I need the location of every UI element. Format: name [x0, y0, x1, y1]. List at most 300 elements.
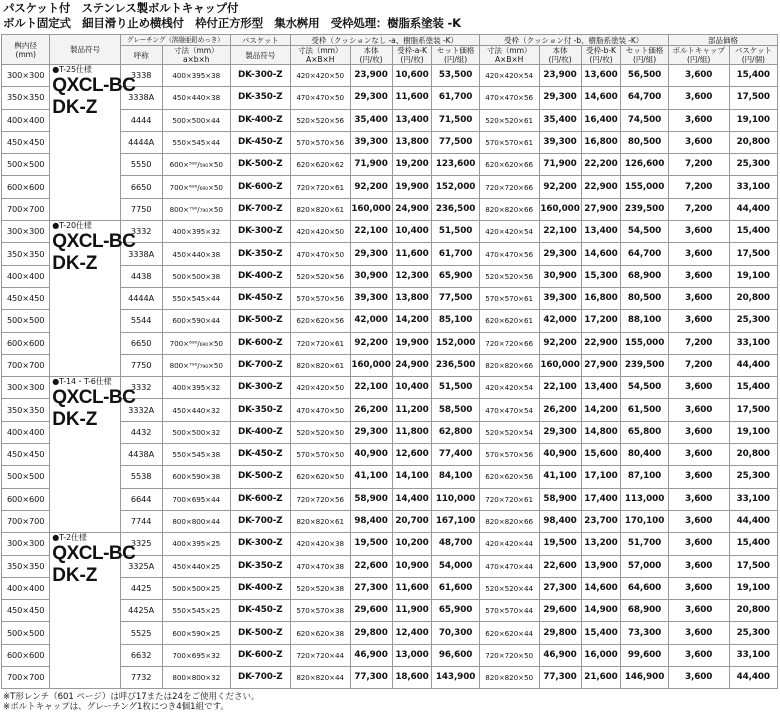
product-code-line2: DK-Z — [52, 409, 98, 431]
bolt-cap-price-cell: 3,600 — [668, 533, 729, 555]
frame-a-price-cell: 13,800 — [392, 287, 432, 309]
bolt-cap-price-cell: 3,600 — [668, 243, 729, 265]
frame-b-dim-cell: 520×520×56 — [479, 265, 539, 287]
basket-code-cell: DK-300-Z — [230, 65, 290, 87]
body-b-cell: 29,300 — [539, 87, 581, 109]
basket-code-cell: DK-700-Z — [230, 510, 290, 532]
basket-price-cell: 15,400 — [729, 377, 777, 399]
frame-a-dim-cell: 520×520×38 — [290, 577, 350, 599]
body-a-cell: 22,100 — [350, 221, 392, 243]
col-basket: バスケット — [230, 35, 290, 46]
body-a-cell: 29,300 — [350, 421, 392, 443]
frame-a-dim-cell: 470×470×50 — [290, 243, 350, 265]
bolt-cap-price-cell: 7,200 — [668, 176, 729, 198]
product-code-cell — [50, 65, 136, 221]
spec-label: ●T-20仕様 — [52, 221, 92, 231]
frame-a-dim-cell: 570×570×56 — [290, 287, 350, 309]
body-a-cell: 35,400 — [350, 109, 392, 131]
basket-code-cell: DK-500-Z — [230, 622, 290, 644]
grating-nominal-cell: 6650 — [120, 176, 162, 198]
masu-cell: 450×450 — [2, 287, 50, 309]
body-a-cell: 23,900 — [350, 65, 392, 87]
col-masu: 桝内径 (mm) — [2, 35, 50, 65]
set-b-price-cell: 68,900 — [621, 600, 668, 622]
frame-b-dim-cell: 420×420×54 — [479, 65, 539, 87]
frame-a-dim-cell: 470×470×38 — [290, 555, 350, 577]
frame-b-dim-cell: 820×820×66 — [479, 198, 539, 220]
masu-cell: 300×300 — [2, 377, 50, 399]
set-a-price-cell: 54,000 — [432, 555, 479, 577]
set-b-price-cell: 57,000 — [621, 555, 668, 577]
body-b-cell: 41,100 — [539, 466, 581, 488]
grating-dim-cell: 450×440×32 — [162, 399, 230, 421]
grating-dim-cell: 400×395×38 — [162, 65, 230, 87]
frame-b-price-cell: 15,300 — [581, 265, 621, 287]
body-a-cell: 77,300 — [350, 667, 392, 689]
grating-nominal-cell: 5550 — [120, 154, 162, 176]
basket-price-cell: 33,100 — [729, 332, 777, 354]
set-a-price-cell: 58,500 — [432, 399, 479, 421]
basket-price-cell: 15,400 — [729, 533, 777, 555]
set-b-price-cell: 64,600 — [621, 577, 668, 599]
grating-dim-cell: 500×500×25 — [162, 577, 230, 599]
frame-a-price-cell: 11,600 — [392, 243, 432, 265]
grating-nominal-cell: 3338 — [120, 65, 162, 87]
frame-a-dim-cell: 420×420×50 — [290, 221, 350, 243]
grating-nominal-cell: 3338A — [120, 243, 162, 265]
basket-code-cell: DK-400-Z — [230, 421, 290, 443]
col-frame-b: 受枠（クッション付 -b、樹脂系塗装 -K） — [479, 35, 668, 46]
basket-price-cell: 15,400 — [729, 221, 777, 243]
set-b-price-cell: 146,900 — [621, 667, 668, 689]
basket-code-cell: DK-400-Z — [230, 265, 290, 287]
body-a-cell: 22,600 — [350, 555, 392, 577]
grating-dim-cell: 450×440×38 — [162, 243, 230, 265]
frame-b-dim-cell: 420×420×44 — [479, 533, 539, 555]
body-a-cell: 71,900 — [350, 154, 392, 176]
frame-b-dim-cell: 470×470×56 — [479, 243, 539, 265]
basket-code-cell: DK-450-Z — [230, 287, 290, 309]
product-code-cell — [50, 221, 136, 377]
product-code-line1: QXCL-BC — [52, 231, 136, 253]
basket-code-cell: DK-350-Z — [230, 87, 290, 109]
masu-cell: 600×600 — [2, 176, 50, 198]
basket-code-cell: DK-350-Z — [230, 243, 290, 265]
set-a-price-cell: 167,100 — [432, 510, 479, 532]
masu-cell: 350×350 — [2, 399, 50, 421]
set-a-price-cell: 96,600 — [432, 644, 479, 666]
frame-a-price-cell: 14,100 — [392, 466, 432, 488]
bolt-cap-price-cell: 3,600 — [668, 87, 729, 109]
set-a-price-cell: 71,500 — [432, 109, 479, 131]
grating-nominal-cell: 3332A — [120, 399, 162, 421]
set-a-price-cell: 77,400 — [432, 444, 479, 466]
grating-dim-cell: 550×545×25 — [162, 600, 230, 622]
grating-nominal-cell: 7750 — [120, 198, 162, 220]
basket-code-cell: DK-700-Z — [230, 354, 290, 376]
body-b-cell: 160,000 — [539, 354, 581, 376]
frame-b-dim-cell: 620×620×56 — [479, 466, 539, 488]
masu-cell: 450×450 — [2, 600, 50, 622]
set-a-price-cell: 236,500 — [432, 354, 479, 376]
frame-a-dim-cell: 820×820×44 — [290, 667, 350, 689]
bolt-cap-price-cell: 3,600 — [668, 421, 729, 443]
basket-code-cell: DK-600-Z — [230, 176, 290, 198]
table-body — [2, 65, 778, 689]
frame-a-dim-cell: 470×470×50 — [290, 87, 350, 109]
basket-code-cell: DK-450-Z — [230, 131, 290, 153]
grating-nominal-cell: 6650 — [120, 332, 162, 354]
basket-code-cell: DK-600-Z — [230, 644, 290, 666]
frame-b-dim-cell: 570×570×61 — [479, 287, 539, 309]
set-b-price-cell: 51,700 — [621, 533, 668, 555]
set-b-price-cell: 80,500 — [621, 131, 668, 153]
basket-price-cell: 17,500 — [729, 555, 777, 577]
basket-code-cell: DK-400-Z — [230, 577, 290, 599]
header — [0, 0, 780, 34]
col-body-a: 本体 (円/枚) — [350, 46, 392, 65]
masu-cell: 300×300 — [2, 533, 50, 555]
frame-a-price-cell: 19,900 — [392, 176, 432, 198]
set-a-price-cell: 51,500 — [432, 377, 479, 399]
basket-price-cell: 25,300 — [729, 154, 777, 176]
basket-code-cell: DK-450-Z — [230, 444, 290, 466]
basket-price-cell: 25,300 — [729, 466, 777, 488]
set-a-price-cell: 77,500 — [432, 287, 479, 309]
frame-a-price-cell: 11,800 — [392, 421, 432, 443]
masu-cell: 350×350 — [2, 87, 50, 109]
masu-cell: 500×500 — [2, 622, 50, 644]
product-code-line2: DK-Z — [52, 97, 98, 118]
basket-price-cell: 25,300 — [729, 622, 777, 644]
basket-code-cell: DK-700-Z — [230, 667, 290, 689]
frame-a-price-cell: 12,300 — [392, 265, 432, 287]
grating-nominal-cell: 5544 — [120, 310, 162, 332]
masu-cell: 450×450 — [2, 444, 50, 466]
body-b-cell: 22,100 — [539, 221, 581, 243]
frame-b-dim-cell: 520×520×54 — [479, 421, 539, 443]
body-a-cell: 26,200 — [350, 399, 392, 421]
set-b-price-cell: 54,500 — [621, 221, 668, 243]
product-code-line1: QXCL-BC — [52, 543, 136, 565]
basket-price-cell: 44,400 — [729, 198, 777, 220]
body-a-cell: 46,900 — [350, 644, 392, 666]
spec-label: ●T-14・T-6仕様 — [52, 377, 112, 387]
grating-dim-cell: 800×⁷⁹⁰/₇₉₀×50 — [162, 354, 230, 376]
basket-price-cell: 33,100 — [729, 176, 777, 198]
set-a-price-cell: 85,100 — [432, 310, 479, 332]
frame-b-price-cell: 13,200 — [581, 533, 621, 555]
body-b-cell: 23,900 — [539, 65, 581, 87]
basket-code-cell: DK-400-Z — [230, 109, 290, 131]
spec-label: ●T-2仕様 — [52, 533, 87, 543]
frame-b-dim-cell: 720×720×66 — [479, 176, 539, 198]
frame-b-price-cell: 16,400 — [581, 109, 621, 131]
frame-a-price-cell: 10,200 — [392, 533, 432, 555]
grating-nominal-cell: 3332 — [120, 377, 162, 399]
set-b-price-cell: 64,700 — [621, 243, 668, 265]
product-code-line1: QXCL-BC — [52, 387, 136, 409]
frame-b-dim-cell: 470×470×56 — [479, 87, 539, 109]
set-b-price-cell: 113,000 — [621, 488, 668, 510]
bolt-cap-price-cell: 3,600 — [668, 667, 729, 689]
frame-a-dim-cell: 420×420×50 — [290, 65, 350, 87]
basket-code-cell: DK-450-Z — [230, 600, 290, 622]
grating-dim-cell: 500×500×32 — [162, 421, 230, 443]
masu-cell: 700×700 — [2, 510, 50, 532]
frame-b-dim-cell: 470×470×44 — [479, 555, 539, 577]
set-a-price-cell: 65,900 — [432, 265, 479, 287]
frame-b-dim-cell: 720×720×61 — [479, 488, 539, 510]
frame-a-dim-cell: 820×820×61 — [290, 354, 350, 376]
bolt-cap-price-cell: 7,200 — [668, 154, 729, 176]
frame-a-price-cell: 14,400 — [392, 488, 432, 510]
body-b-cell: 77,300 — [539, 667, 581, 689]
frame-a-price-cell: 10,900 — [392, 555, 432, 577]
notes — [0, 689, 780, 712]
masu-cell: 600×600 — [2, 332, 50, 354]
set-a-price-cell: 62,800 — [432, 421, 479, 443]
basket-price-cell: 19,100 — [729, 265, 777, 287]
set-b-price-cell: 74,500 — [621, 109, 668, 131]
body-b-cell: 26,200 — [539, 399, 581, 421]
frame-b-dim-cell: 720×720×66 — [479, 332, 539, 354]
frame-a-dim-cell: 720×720×61 — [290, 176, 350, 198]
basket-code-cell: DK-700-Z — [230, 198, 290, 220]
frame-b-price-cell: 14,600 — [581, 243, 621, 265]
frame-b-dim-cell: 420×420×54 — [479, 221, 539, 243]
body-a-cell: 22,100 — [350, 377, 392, 399]
basket-price-cell: 17,500 — [729, 87, 777, 109]
frame-a-price-cell: 11,600 — [392, 577, 432, 599]
product-code-cell — [50, 533, 136, 689]
basket-code-cell: DK-350-Z — [230, 399, 290, 421]
col-frame-a: 受枠（クッションなし -a、樹脂系塗装 -K） — [290, 35, 479, 46]
set-a-price-cell: 53,500 — [432, 65, 479, 87]
table-row — [2, 533, 778, 555]
set-b-price-cell: 80,400 — [621, 444, 668, 466]
basket-code-cell: DK-600-Z — [230, 332, 290, 354]
frame-a-price-cell: 20,700 — [392, 510, 432, 532]
set-b-price-cell: 68,900 — [621, 265, 668, 287]
frame-a-price-cell: 10,400 — [392, 377, 432, 399]
frame-b-price-cell: 22,900 — [581, 176, 621, 198]
set-b-price-cell: 87,100 — [621, 466, 668, 488]
grating-nominal-cell: 6632 — [120, 644, 162, 666]
body-b-cell: 29,800 — [539, 622, 581, 644]
basket-code-cell: DK-600-Z — [230, 488, 290, 510]
body-a-cell: 29,300 — [350, 243, 392, 265]
frame-b-price-cell: 13,900 — [581, 555, 621, 577]
frame-a-dim-cell: 720×720×44 — [290, 644, 350, 666]
bolt-cap-price-cell: 3,600 — [668, 109, 729, 131]
grating-dim-cell: 600×⁵⁹⁰/₅₉₀×50 — [162, 154, 230, 176]
set-b-price-cell: 54,500 — [621, 377, 668, 399]
set-a-price-cell: 51,500 — [432, 221, 479, 243]
basket-price-cell: 20,800 — [729, 131, 777, 153]
frame-a-dim-cell: 620×620×50 — [290, 466, 350, 488]
grating-nominal-cell: 3332 — [120, 221, 162, 243]
set-a-price-cell: 65,900 — [432, 600, 479, 622]
grating-dim-cell: 400×395×25 — [162, 533, 230, 555]
bolt-cap-price-cell: 7,200 — [668, 354, 729, 376]
col-grating-dim: 寸法（mm） a×b×h — [162, 46, 230, 65]
frame-b-price-cell: 21,600 — [581, 667, 621, 689]
spec-label: ●T-25仕様 — [52, 65, 92, 74]
body-b-cell: 160,000 — [539, 198, 581, 220]
masu-cell: 700×700 — [2, 198, 50, 220]
frame-a-price-cell: 19,900 — [392, 332, 432, 354]
basket-code-cell: DK-300-Z — [230, 377, 290, 399]
bolt-cap-price-cell: 3,600 — [668, 399, 729, 421]
bolt-cap-price-cell: 3,600 — [668, 644, 729, 666]
bolt-cap-price-cell: 3,600 — [668, 377, 729, 399]
frame-a-price-cell: 12,600 — [392, 444, 432, 466]
body-b-cell: 30,900 — [539, 265, 581, 287]
set-a-price-cell: 84,100 — [432, 466, 479, 488]
masu-cell: 700×700 — [2, 667, 50, 689]
basket-price-cell: 44,400 — [729, 667, 777, 689]
set-a-price-cell: 48,700 — [432, 533, 479, 555]
bolt-cap-price-cell: 3,600 — [668, 65, 729, 87]
grating-dim-cell: 600×590×38 — [162, 466, 230, 488]
basket-price-cell: 17,500 — [729, 399, 777, 421]
frame-a-dim-cell: 420×420×38 — [290, 533, 350, 555]
body-a-cell: 92,200 — [350, 176, 392, 198]
body-a-cell: 160,000 — [350, 354, 392, 376]
grating-nominal-cell: 7744 — [120, 510, 162, 532]
grating-nominal-cell: 3325 — [120, 533, 162, 555]
frame-b-price-cell: 13,400 — [581, 377, 621, 399]
frame-b-price-cell: 17,400 — [581, 488, 621, 510]
frame-b-price-cell: 14,600 — [581, 577, 621, 599]
frame-b-dim-cell: 620×620×66 — [479, 154, 539, 176]
frame-a-price-cell: 10,400 — [392, 221, 432, 243]
body-a-cell: 41,100 — [350, 466, 392, 488]
basket-price-cell: 33,100 — [729, 644, 777, 666]
col-parts: 部品価格 — [668, 35, 777, 46]
bolt-cap-price-cell: 3,600 — [668, 600, 729, 622]
grating-dim-cell: 800×800×44 — [162, 510, 230, 532]
masu-cell: 450×450 — [2, 131, 50, 153]
set-b-price-cell: 126,600 — [621, 154, 668, 176]
frame-a-dim-cell: 620×620×56 — [290, 310, 350, 332]
frame-b-price-cell: 14,800 — [581, 421, 621, 443]
bolt-cap-price-cell: 3,600 — [668, 510, 729, 532]
col-set-b: セット価格 (円/組) — [621, 46, 668, 65]
frame-a-price-cell: 24,900 — [392, 198, 432, 220]
body-a-cell: 92,200 — [350, 332, 392, 354]
grating-dim-cell: 700×695×32 — [162, 644, 230, 666]
bolt-cap-price-cell: 3,600 — [668, 287, 729, 309]
frame-b-dim-cell: 620×620×61 — [479, 310, 539, 332]
grating-dim-cell: 700×695×44 — [162, 488, 230, 510]
col-set-a: セット価格 (円/組) — [432, 46, 479, 65]
body-a-cell: 40,900 — [350, 444, 392, 466]
bolt-cap-price-cell: 3,600 — [668, 466, 729, 488]
frame-b-price-cell: 17,200 — [581, 310, 621, 332]
grating-nominal-cell: 4425A — [120, 600, 162, 622]
basket-price-cell: 20,800 — [729, 600, 777, 622]
price-table — [1, 34, 778, 689]
grating-dim-cell: 600×590×25 — [162, 622, 230, 644]
body-b-cell: 92,200 — [539, 332, 581, 354]
basket-price-cell: 44,400 — [729, 354, 777, 376]
col-dim-a: 寸法（mm） A×B×H — [290, 46, 350, 65]
body-a-cell: 58,900 — [350, 488, 392, 510]
basket-code-cell: DK-300-Z — [230, 221, 290, 243]
basket-price-cell: 33,100 — [729, 488, 777, 510]
set-b-price-cell: 155,000 — [621, 332, 668, 354]
basket-price-cell: 15,400 — [729, 65, 777, 87]
frame-b-price-cell: 16,800 — [581, 287, 621, 309]
frame-a-price-cell: 13,800 — [392, 131, 432, 153]
body-b-cell: 46,900 — [539, 644, 581, 666]
set-a-price-cell: 143,900 — [432, 667, 479, 689]
masu-cell: 400×400 — [2, 109, 50, 131]
set-a-price-cell: 236,500 — [432, 198, 479, 220]
frame-b-price-cell: 17,100 — [581, 466, 621, 488]
basket-price-cell: 19,100 — [729, 421, 777, 443]
note-1: ※T形レンチ（601 ページ）は呼び17または24をご使用ください。 — [3, 692, 260, 703]
frame-b-dim-cell: 470×470×54 — [479, 399, 539, 421]
grating-dim-cell: 800×800×32 — [162, 667, 230, 689]
body-b-cell: 71,900 — [539, 154, 581, 176]
basket-price-cell: 19,100 — [729, 109, 777, 131]
body-b-cell: 27,300 — [539, 577, 581, 599]
grating-nominal-cell: 5525 — [120, 622, 162, 644]
masu-cell: 500×500 — [2, 310, 50, 332]
product-code-cell — [50, 377, 136, 533]
masu-cell: 400×400 — [2, 421, 50, 443]
grating-dim-cell: 450×440×25 — [162, 555, 230, 577]
set-b-price-cell: 56,500 — [621, 65, 668, 87]
bolt-cap-price-cell: 3,600 — [668, 131, 729, 153]
frame-a-dim-cell: 520×520×56 — [290, 109, 350, 131]
grating-nominal-cell: 6644 — [120, 488, 162, 510]
body-a-cell: 98,400 — [350, 510, 392, 532]
grating-nominal-cell: 7750 — [120, 354, 162, 376]
bolt-cap-price-cell: 3,600 — [668, 310, 729, 332]
bolt-cap-price-cell: 3,600 — [668, 577, 729, 599]
masu-cell: 400×400 — [2, 265, 50, 287]
basket-code-cell: DK-500-Z — [230, 154, 290, 176]
frame-a-dim-cell: 820×820×61 — [290, 198, 350, 220]
masu-cell: 600×600 — [2, 488, 50, 510]
frame-a-dim-cell: 620×620×62 — [290, 154, 350, 176]
frame-a-price-cell: 24,900 — [392, 354, 432, 376]
basket-code-cell: DK-350-Z — [230, 555, 290, 577]
frame-b-price-cell: 23,700 — [581, 510, 621, 532]
frame-a-price-cell: 19,200 — [392, 154, 432, 176]
grating-dim-cell: 500×500×38 — [162, 265, 230, 287]
frame-b-price-cell: 15,400 — [581, 622, 621, 644]
frame-b-price-cell: 13,400 — [581, 221, 621, 243]
frame-a-dim-cell: 420×420×50 — [290, 377, 350, 399]
frame-b-dim-cell: 820×820×50 — [479, 667, 539, 689]
set-a-price-cell: 61,700 — [432, 243, 479, 265]
frame-b-price-cell: 14,200 — [581, 399, 621, 421]
frame-a-price-cell: 14,200 — [392, 310, 432, 332]
grating-nominal-cell: 4444A — [120, 287, 162, 309]
body-a-cell: 29,300 — [350, 87, 392, 109]
masu-cell: 400×400 — [2, 577, 50, 599]
col-grating-nominal: 呼称 — [120, 46, 162, 65]
set-b-price-cell: 61,500 — [621, 399, 668, 421]
grating-nominal-cell: 7732 — [120, 667, 162, 689]
body-a-cell: 39,300 — [350, 131, 392, 153]
body-a-cell: 19,500 — [350, 533, 392, 555]
